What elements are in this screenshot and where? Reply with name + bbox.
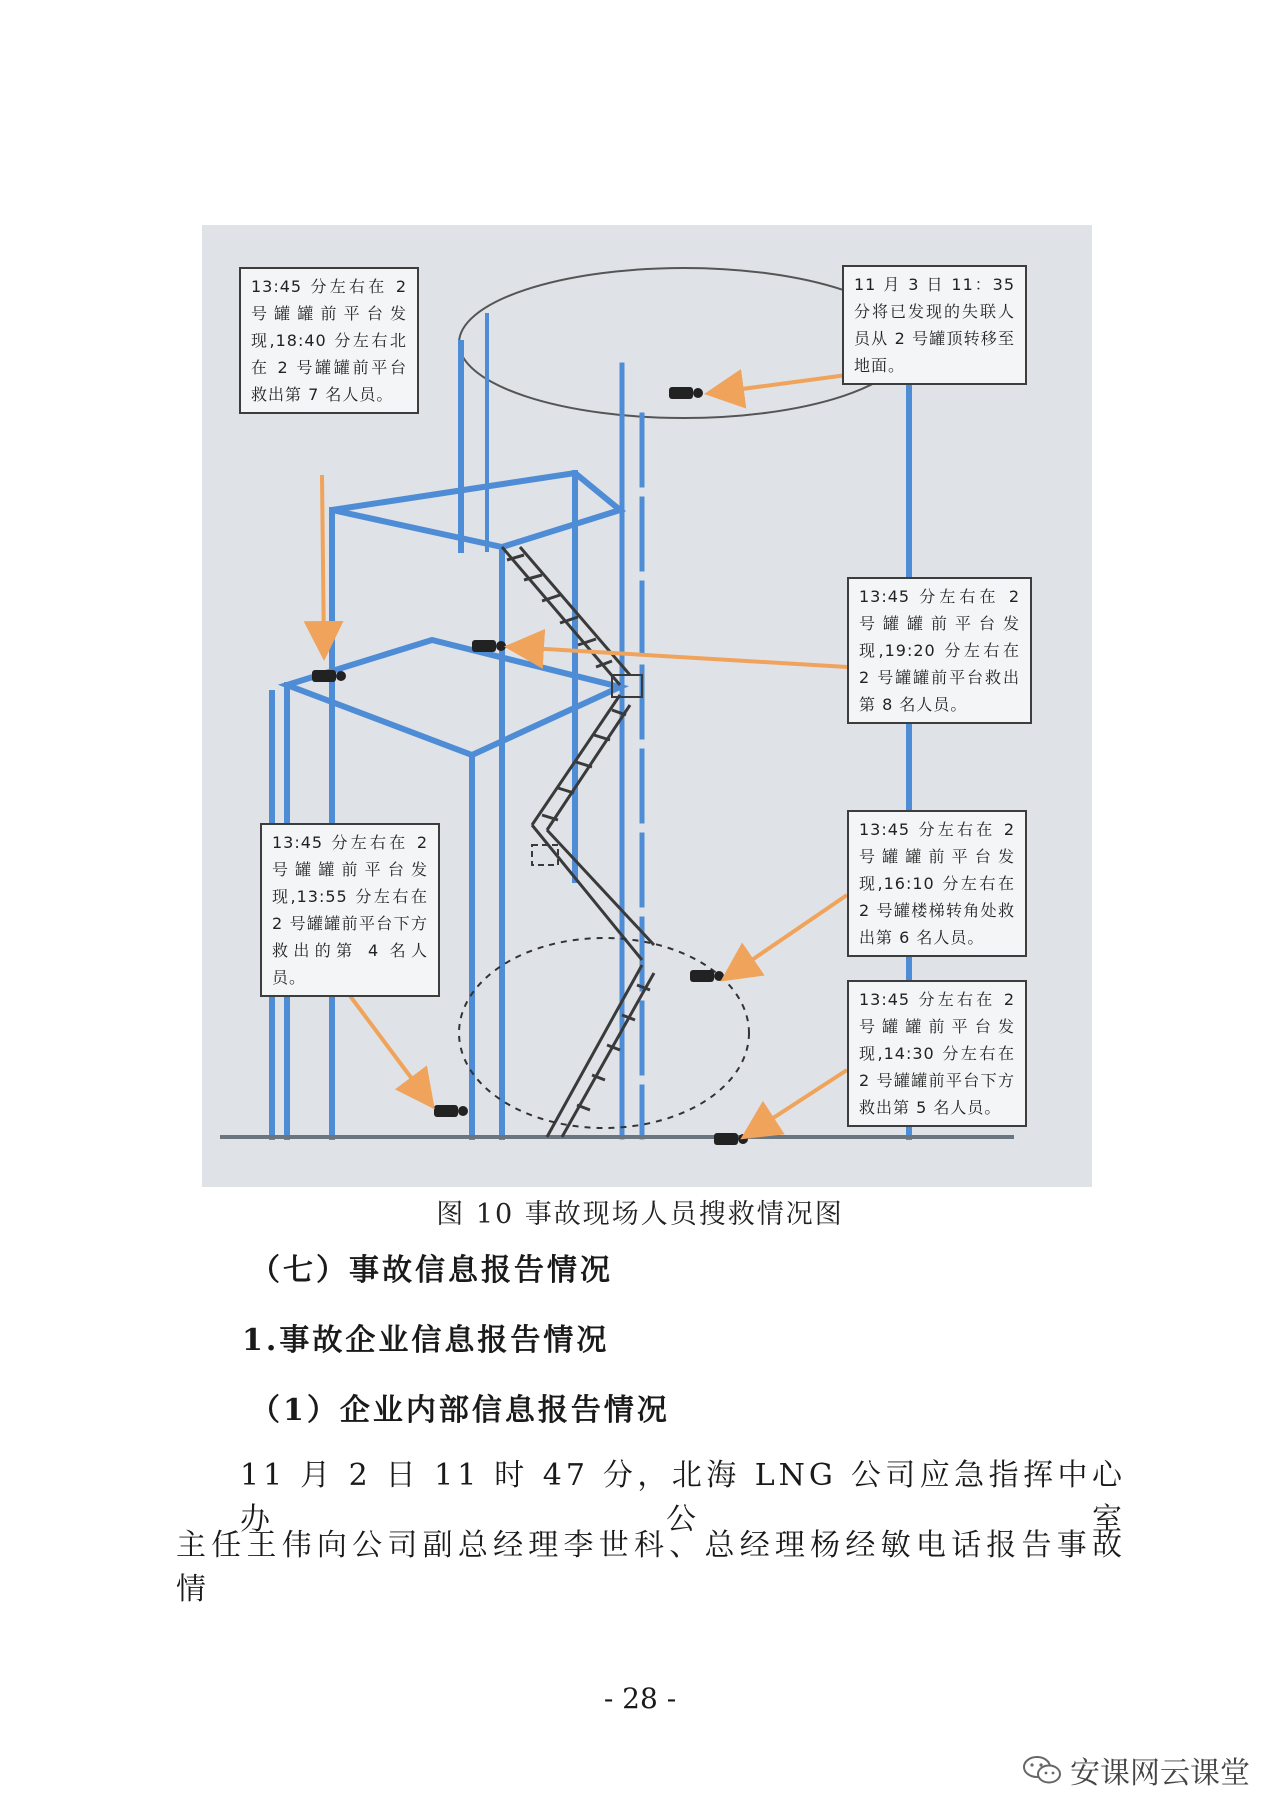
person-icon-platform-right bbox=[472, 640, 506, 652]
person-icon-stair-corner bbox=[690, 970, 724, 982]
wechat-icon bbox=[1022, 1754, 1062, 1786]
arrow-top bbox=[712, 375, 847, 393]
callout-top-transfer: 11 月 3 日 11：35 分将已发现的失联人员从 2 号罐顶转移至地面。 bbox=[842, 265, 1027, 385]
lower-platform bbox=[287, 640, 620, 755]
person-icon-top bbox=[669, 387, 703, 399]
heading-subsection-1-1: （1）企业内部信息报告情况 bbox=[250, 1393, 670, 1428]
person-icon-ground-right bbox=[714, 1133, 748, 1145]
arrow-5 bbox=[747, 1070, 847, 1135]
paragraph-line-1: 11 月 2 日 11 时 47 分，北海 LNG 公司应急指挥中心办公室 bbox=[240, 1458, 1126, 1537]
callout-person-8: 13:45 分左右在 2 号罐罐前平台发现,19:20 分左右在 2 号罐罐前平台救出第 8 名人员。 bbox=[847, 577, 1032, 724]
accident-rescue-figure bbox=[202, 225, 1092, 1187]
callout-person-4: 13:45 分左右在 2 号罐罐前平台发现,13:55 分左右在 2 号罐罐前平台下方救出的第 4 名人员。 bbox=[260, 823, 440, 997]
arrow-8 bbox=[512, 647, 847, 667]
callout-person-7: 13:45 分左右在 2 号罐罐前平台发现,18:40 分左右北在 2 号罐罐前平台救出第 7 名人员。 bbox=[239, 267, 419, 414]
heading-section-7: （七）事故信息报告情况 bbox=[250, 1253, 613, 1288]
person-icon-platform-left bbox=[312, 670, 346, 682]
watermark bbox=[1022, 1748, 1250, 1792]
watermark-text: 安课网云课堂 bbox=[1070, 1756, 1250, 1791]
arrow-7 bbox=[322, 475, 324, 653]
paragraph-line-2: 主任王伟向公司副总经理李世科、总经理杨经敏电话报告事故情 bbox=[176, 1528, 1126, 1607]
callout-person-6: 13:45 分左右在 2 号罐罐前平台发现,16:10 分左右在 2 号罐楼梯转角处救出第 6 名人员。 bbox=[847, 810, 1027, 957]
heading-subsection-1: 1.事故企业信息报告情况 bbox=[242, 1323, 610, 1358]
callout-person-5: 13:45 分左右在 2 号罐罐前平台发现,14:30 分左右在 2 号罐罐前平台下方救出第 5 名人员。 bbox=[847, 980, 1027, 1127]
arrow-6 bbox=[727, 895, 847, 977]
person-icon-ground-left bbox=[434, 1105, 468, 1117]
figure-caption: 图 10 事故现场人员搜救情况图 bbox=[436, 1199, 844, 1230]
page-number: - 28 - bbox=[603, 1682, 677, 1715]
